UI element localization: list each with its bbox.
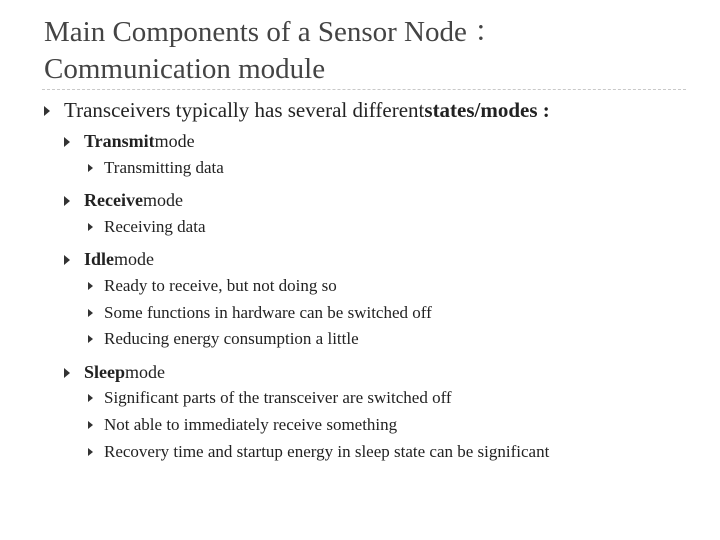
detail-text: Reducing energy consumption a little (104, 329, 359, 348)
bullet-arrow-icon (88, 223, 93, 231)
mode-name: Receive (84, 190, 143, 210)
mode-suffix: mode (125, 362, 166, 382)
bullet-arrow-icon (88, 421, 93, 429)
bullet-arrow-icon (64, 255, 70, 265)
detail-text: Ready to receive, but not doing so (104, 276, 337, 295)
bullet-arrow-icon (88, 448, 93, 456)
detail-text: Not able to immediately receive something (104, 415, 398, 434)
intro-bold: states/modes : (424, 98, 550, 122)
bullet-arrow-icon (64, 137, 70, 147)
title-line-2: Communication module (44, 53, 326, 85)
bullet-arrow-icon (88, 394, 93, 402)
mode-suffix: mode (142, 190, 183, 210)
detail-text: Transmitting data (104, 158, 224, 177)
bullet-detail (88, 158, 224, 178)
bullet-arrow-icon (88, 164, 93, 172)
detail-text: Some functions in hardware can be switched off (104, 303, 432, 322)
bullet-detail (88, 303, 432, 323)
bullet-arrow-icon (88, 282, 93, 290)
mode-name: Idle (84, 249, 115, 269)
bullet-arrow-icon (88, 335, 93, 343)
bullet-mode-idle (64, 249, 154, 270)
bullet-arrow-icon (88, 309, 93, 317)
bullet-arrow-icon (44, 106, 50, 116)
bullet-arrow-icon (64, 196, 70, 206)
bullet-detail (88, 442, 549, 462)
bullet-detail (88, 415, 397, 435)
detail-text: Significant parts of the transceiver are switched off (104, 388, 452, 407)
intro-text: Transceivers typically has several different (64, 98, 425, 122)
mode-name: Sleep (84, 362, 126, 382)
bullet-mode-sleep (64, 362, 165, 383)
title-line-1: Main Components of a Sensor Node ： (44, 16, 504, 48)
bullet-detail (88, 217, 206, 237)
bullet-detail (88, 388, 452, 408)
mode-suffix: mode (114, 249, 155, 269)
bullet-mode-receive (64, 190, 183, 211)
mode-name: Transmit (84, 131, 155, 151)
bullet-intro (44, 98, 550, 123)
detail-text: Receiving data (104, 217, 206, 236)
bullet-arrow-icon (64, 368, 70, 378)
bullet-detail (88, 276, 337, 296)
detail-text: Recovery time and startup energy in sleep state can be significant (104, 442, 550, 461)
bullet-mode-transmit (64, 131, 195, 152)
bullet-detail (88, 329, 359, 349)
mode-suffix: mode (154, 131, 195, 151)
